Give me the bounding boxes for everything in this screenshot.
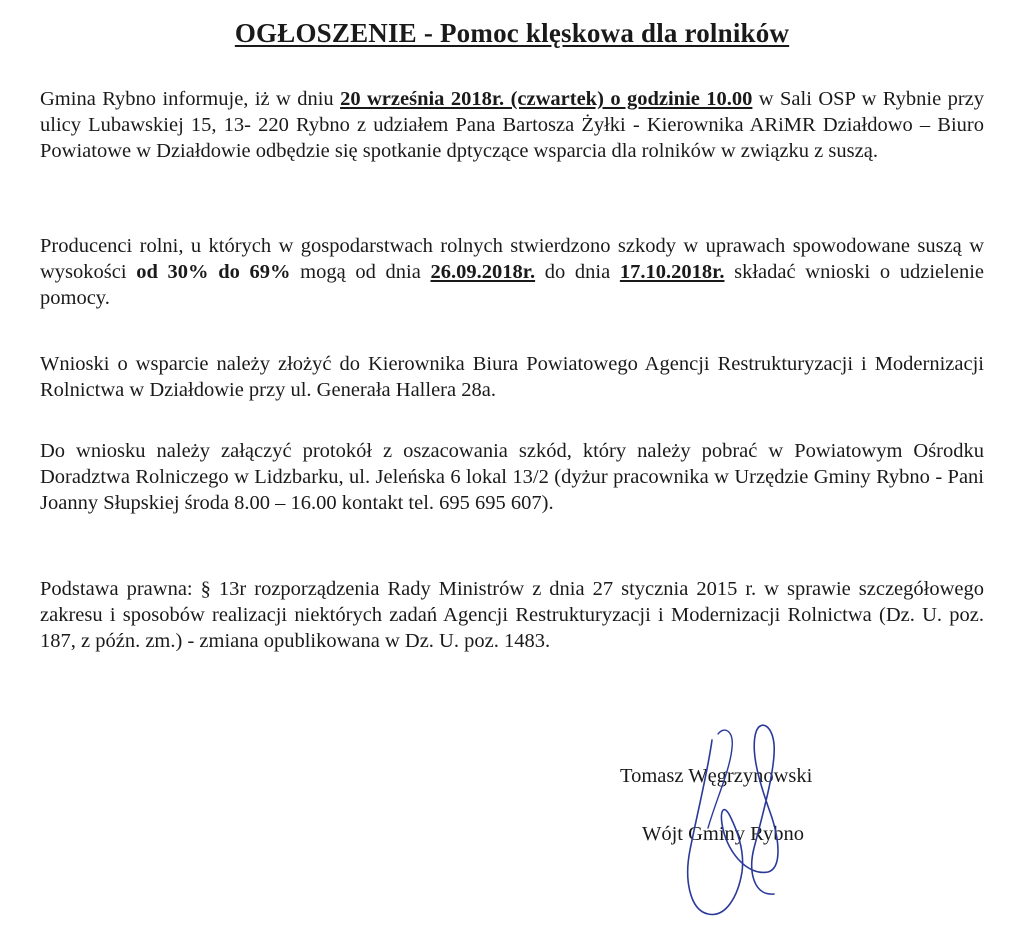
producers-text-4: składać wnioski o udzielenie pomocy. xyxy=(40,261,984,309)
meeting-date: 20 września 2018r. (czwartek) o godzinie 10.00 xyxy=(340,88,753,110)
handwritten-signature xyxy=(650,700,790,920)
meeting-details-text: w Sali OSP w Rybnie przy ulicy Lubawskiej 15, 13- 220 Rybno z udziałem Pana Bartosza Żyłki - Kierownika ARiMR Działdowo – Biuro Powiatowe w Działdowie odbędzie się spotkanie dptyczące wsparcia dla rolników w związku z suszą. xyxy=(40,88,985,162)
date-from: 26.09.2018r. xyxy=(430,261,536,283)
paragraph-producers xyxy=(40,233,984,311)
producers-text-2: mogą od dnia xyxy=(290,261,431,283)
paragraph-legal-basis: Podstawa prawna: § 13r rozporządzenia Rady Ministrów z dnia 27 stycznia 2015 r. w sprawie szczegółowego zakresu i sposobów realizacji niektórych zadań Agencji Restrukturyzacji i Modernizacji Rolnictwa (Dz. U. poz. 187, z późn. zm.) - zmiana opublikowana w Dz. U. poz. 1483. xyxy=(40,578,984,652)
paragraph-applications: Wnioski o wsparcie należy złożyć do Kierownika Biura Powiatowego Agencji Restrukturyzacji i Modernizacji Rolnictwa w Działdowie przy ul. Generała Hallera 28a. xyxy=(40,353,984,401)
signature-stroke xyxy=(688,725,778,914)
damage-range: od 30% do 69% xyxy=(136,261,291,283)
paragraph-meeting xyxy=(40,86,984,164)
paragraph-protocol: Do wniosku należy załączyć protokół z oszacowania szkód, który należy pobrać w Powiatowym Ośrodku Doradztwa Rolniczego w Lidzbarku, ul. Jeleńska 6 lokal 13/2 (dyżur pracownika w Urzędzie Gminy Rybno - Pani Joanny Słupskiej środa 8.00 – 16.00 kontakt tel. 695 695 607). xyxy=(40,440,984,514)
producers-text-3: do dnia xyxy=(535,261,620,283)
announcement-title: OGŁOSZENIE - Pomoc klęskowa dla rolników xyxy=(234,18,790,48)
producers-text-1: Producenci rolni, u których w gospodarstwach rolnych stwierdzono szkody w uprawach spowodowane suszą w wysokości xyxy=(40,235,984,283)
signatory-role: Wójt Gminy Rybno xyxy=(642,823,805,845)
meeting-intro-text: Gmina Rybno informuje, iż w dniu xyxy=(40,88,341,110)
signatory-name: Tomasz Węgrzynowski xyxy=(620,765,813,787)
date-to: 17.10.2018r. xyxy=(619,261,725,283)
